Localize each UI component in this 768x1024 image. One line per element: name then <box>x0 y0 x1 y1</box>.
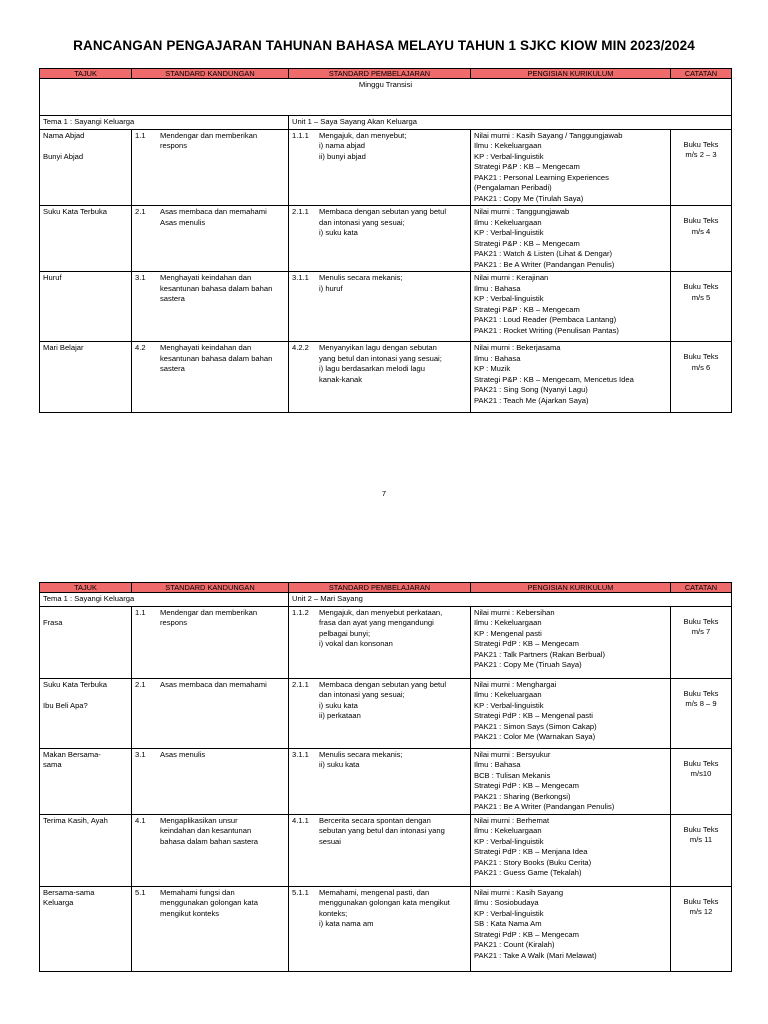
text-line: PAK21 : Count (Kiralah) <box>474 940 555 949</box>
tajuk-cell <box>40 748 132 814</box>
catatan-cell <box>671 606 732 678</box>
catatan-cell <box>671 206 732 272</box>
text-line: Buku Teks <box>683 352 719 361</box>
unit-label: Unit 1 – Saya Sayang Akan Keluarga <box>289 116 732 130</box>
text-line: respons <box>160 618 188 627</box>
table-header-row <box>40 69 732 79</box>
sk-number: 2.1 <box>135 679 146 689</box>
text-line: m/s 7 <box>691 627 711 636</box>
sk-text <box>160 131 285 152</box>
text-line: PAK21 : Story Books (Buku Cerita) <box>474 857 592 867</box>
sk-text <box>160 888 285 920</box>
text-line: Frasa <box>43 618 63 627</box>
sk-number: 4.1 <box>135 815 146 825</box>
lesson-row <box>40 814 732 886</box>
sk-text <box>160 680 285 691</box>
text-line: Ilmu : Kekeluargaan <box>474 618 542 627</box>
text-line: (Pengalaman Peribadi) <box>474 183 552 192</box>
text-line: Buku Teks <box>683 139 719 149</box>
text-line: Buku Teks <box>683 282 719 291</box>
text-line: i) huruf <box>319 283 343 293</box>
page-number: 7 <box>381 489 387 498</box>
text-line: PAK21 : Be A Writer (Pandangan Penulis) <box>474 259 615 269</box>
text-line: PAK21 : Teach Me (Ajarkan Saya) <box>474 395 589 405</box>
text-line: konteks; <box>319 908 348 918</box>
pengisian-kurikulum-cell <box>471 606 671 678</box>
sp-text <box>319 207 467 239</box>
text-line: PAK21 : Copy Me (Tiruah Saya) <box>474 660 582 669</box>
standard-pembelajaran-cell <box>289 206 471 272</box>
text-line: Strategi P&P : KB – Mengecam, Mencetus Idea <box>474 374 634 384</box>
text-line: m/s 2 – 3 <box>685 150 717 159</box>
text-line: Mendengar dan memberikan <box>160 130 258 140</box>
catatan-cell <box>671 272 732 342</box>
tajuk-cell <box>40 272 132 342</box>
sp-number: 4.2.2 <box>292 343 309 352</box>
lesson-row <box>40 129 732 206</box>
text-line: Terima Kasih, Ayah <box>43 815 108 825</box>
text-line: Nilai murni : Kebersihan <box>474 607 555 617</box>
text-line: sastera <box>160 364 185 373</box>
text-line: PAK21 : Take A Walk (Mari Melawat) <box>474 950 597 960</box>
text-line: Ilmu : Bahasa <box>474 283 521 293</box>
text-line: Ilmu : Kekeluargaan <box>474 826 542 835</box>
text-line: PAK21 : Rocket Writing (Penulisan Pantas) <box>474 325 619 335</box>
text-line: dan intonasi yang sesuai; <box>319 217 405 227</box>
catatan-cell <box>671 886 732 971</box>
table-body <box>40 79 732 413</box>
lesson-row <box>40 206 732 272</box>
text-line: PAK21 : Color Me (Warnakan Saya) <box>474 732 596 741</box>
header-tajuk: TAJUK <box>40 69 132 79</box>
text-line: Asas menulis <box>160 749 206 759</box>
text-line: KP : Verbal-linguistik <box>474 228 544 237</box>
text-line: Ibu Beli Apa? <box>43 700 88 710</box>
text-line: Nilai murni : Bekerjasama <box>474 343 561 352</box>
text-line: Ilmu : Bahasa <box>474 353 521 363</box>
text-line: kanak-kanak <box>319 374 363 384</box>
text-line: PAK21 : Guess Game (Tekalah) <box>474 868 582 877</box>
sp-number: 3.1.1 <box>292 749 309 759</box>
plan-table-1 <box>39 68 732 413</box>
text-line: Mari Belajar <box>43 343 84 352</box>
standard-kandungan-cell <box>132 129 289 206</box>
text-line: Membaca dengan sebutan yang betul <box>319 679 447 689</box>
text-line: menggunakan golongan kata <box>160 898 258 907</box>
text-line: Buku Teks <box>683 688 719 698</box>
text-line: i) lagu berdasarkan melodi lagu <box>319 364 425 373</box>
tajuk-cell <box>40 814 132 886</box>
text-line: pelbagai bunyi; <box>319 628 371 638</box>
standard-kandungan-cell <box>132 886 289 971</box>
tema-label: Tema 1 : Sayangi Keluarga <box>40 116 289 130</box>
text-line: m/s 8 – 9 <box>685 699 717 708</box>
pengisian-kurikulum-cell <box>471 748 671 814</box>
text-line: KP : Muzik <box>474 364 511 373</box>
standard-kandungan-cell <box>132 606 289 678</box>
sp-number: 2.1.1 <box>292 679 309 689</box>
text-line: m/s10 <box>690 769 712 778</box>
sk-number: 5.1 <box>135 887 146 897</box>
text-line: Huruf <box>43 273 62 282</box>
tajuk-cell <box>40 678 132 748</box>
header-pengisian-kurikulum: PENGISIAN KURIKULUM <box>471 583 671 593</box>
sk-text <box>160 273 285 305</box>
standard-pembelajaran-cell <box>289 342 471 413</box>
text-line: Strategi P&P : KB – Mengecam <box>474 304 580 314</box>
text-line: KP : Verbal-linguistik <box>474 151 544 161</box>
text-line: Buku Teks <box>683 216 719 225</box>
sp-text <box>319 131 467 163</box>
text-line: Menulis secara mekanis; <box>319 273 403 282</box>
text-line: Buku Teks <box>683 896 719 906</box>
text-line: Strategi P&P : KB – Mengecam <box>474 238 580 248</box>
text-line: kesantunan bahasa dalam bahan <box>160 353 273 363</box>
text-line: Bersama-sama <box>43 887 95 897</box>
lesson-row <box>40 886 732 971</box>
text-line: frasa dan ayat yang mengandungi <box>319 618 434 627</box>
sp-number: 4.1.1 <box>292 815 309 825</box>
text-line: Mengajuk, dan menyebut perkataan, <box>319 607 443 617</box>
text-line: sebutan yang betul dan intonasi yang <box>319 826 445 835</box>
minggu-row <box>40 79 732 116</box>
text-line: dan intonasi yang sesuai; <box>319 690 405 699</box>
text-line: PAK21 : Talk Partners (Rakan Berbual) <box>474 649 605 659</box>
text-line: Nilai murni : Kasih Sayang / Tanggungjawab <box>474 130 623 140</box>
text-line: Nilai murni : Bersyukur <box>474 749 551 759</box>
catatan-cell <box>671 678 732 748</box>
tajuk-cell <box>40 342 132 413</box>
standard-pembelajaran-cell <box>289 886 471 971</box>
sk-number: 2.1 <box>135 207 146 216</box>
sp-text <box>319 273 467 294</box>
pengisian-kurikulum-cell <box>471 206 671 272</box>
text-line: Memahami, mengenal pasti, dan <box>319 887 430 897</box>
standard-kandungan-cell <box>132 342 289 413</box>
text-line: Asas menulis <box>160 217 206 227</box>
sk-text <box>160 343 285 375</box>
text-line: Bercerita secara spontan dengan <box>319 815 431 825</box>
text-line: Nilai murni : Kerajinan <box>474 273 549 282</box>
header-pengisian-kurikulum: PENGISIAN KURIKULUM <box>471 69 671 79</box>
tajuk-cell <box>40 606 132 678</box>
text-line: Ilmu : Kekeluargaan <box>474 690 542 699</box>
sk-text <box>160 608 285 629</box>
sk-text <box>160 750 285 761</box>
page-title: RANCANGAN PENGAJARAN TAHUNAN BAHASA MELAYU TAHUN 1 SJKC KIOW MIN 2023/2024 <box>73 38 695 53</box>
text-line: SB : Kata Nama Am <box>474 919 542 928</box>
standard-kandungan-cell <box>132 206 289 272</box>
standard-pembelajaran-cell <box>289 678 471 748</box>
catatan-cell <box>671 814 732 886</box>
tema-label: Tema 1 : Sayangi Keluarga <box>40 593 289 607</box>
text-line <box>43 608 128 619</box>
tajuk-cell <box>40 206 132 272</box>
text-line: Mengajuk, dan menyebut; <box>319 130 407 140</box>
lesson-row <box>40 272 732 342</box>
pengisian-kurikulum-cell <box>471 129 671 206</box>
text-line: ii) suku kata <box>319 760 360 769</box>
text-line: Suku Kata Terbuka <box>43 207 108 216</box>
text-line: i) suku kata <box>319 700 358 710</box>
text-line: PAK21 : Loud Reader (Pembaca Lantang) <box>474 315 617 324</box>
pengisian-kurikulum-cell <box>471 886 671 971</box>
text-line: Buku Teks <box>683 616 719 626</box>
sp-text <box>319 888 467 930</box>
header-standard-kandungan: STANDARD KANDUNGAN <box>132 583 289 593</box>
sp-number: 1.1.2 <box>292 607 309 617</box>
text-line: respons <box>160 141 188 150</box>
text-line: Buku Teks <box>683 758 719 768</box>
text-line: Mengaplikasikan unsur <box>160 815 238 825</box>
sp-number: 2.1.1 <box>292 207 309 216</box>
standard-pembelajaran-cell <box>289 272 471 342</box>
header-standard-pembelajaran: STANDARD PEMBELAJARAN <box>289 583 471 593</box>
text-line: i) kata nama am <box>319 919 374 928</box>
table-header-row <box>40 583 732 593</box>
text-line: Strategi PdP : KB – Menjana Idea <box>474 847 588 856</box>
text-line: Ilmu : Kekeluargaan <box>474 141 542 150</box>
text-line: kesantunan bahasa dalam bahan <box>160 283 273 293</box>
tajuk-cell <box>40 886 132 971</box>
lesson-row <box>40 748 732 814</box>
text-line: Memahami fungsi dan <box>160 887 235 897</box>
text-line: keindahan dan kesantunan <box>160 826 252 835</box>
standard-kandungan-cell <box>132 678 289 748</box>
standard-pembelajaran-cell <box>289 606 471 678</box>
minggu-label: Minggu Transisi <box>40 79 732 116</box>
text-line: PAK21 : Sing Song (Nyanyi Lagu) <box>474 385 588 394</box>
text-line: Nilai murni : Menghargai <box>474 679 557 689</box>
sk-number: 3.1 <box>135 273 146 282</box>
header-catatan: CATATAN <box>671 69 732 79</box>
text-line: m/s 12 <box>689 907 713 916</box>
text-line: m/s 5 <box>691 292 711 302</box>
text-line: Buku Teks <box>683 824 719 834</box>
table-body <box>40 593 732 972</box>
header-catatan: CATATAN <box>671 583 732 593</box>
sk-number: 1.1 <box>135 130 146 140</box>
lesson-row <box>40 678 732 748</box>
pengisian-kurikulum-cell <box>471 678 671 748</box>
standard-pembelajaran-cell <box>289 814 471 886</box>
standard-kandungan-cell <box>132 272 289 342</box>
sk-text <box>160 816 285 848</box>
text-line: Bunyi Abjad <box>43 151 84 161</box>
text-line: Menulis secara mekanis; <box>319 749 403 759</box>
text-line: ii) perkataan <box>319 711 361 720</box>
text-line: Keluarga <box>43 898 74 907</box>
header-tajuk: TAJUK <box>40 583 132 593</box>
text-line: Nilai murni : Tanggungjawab <box>474 207 570 216</box>
text-line: Strategi PdP : KB – Mengecam <box>474 781 579 790</box>
text-line: Mendengar dan memberikan <box>160 607 258 617</box>
sk-number: 4.2 <box>135 343 146 352</box>
text-line: PAK21 : Personal Learning Experiences <box>474 172 609 182</box>
text-line: i) vokal dan konsonan <box>319 639 393 648</box>
lesson-row <box>40 342 732 413</box>
pengisian-kurikulum-cell <box>471 342 671 413</box>
standard-pembelajaran-cell <box>289 748 471 814</box>
header-standard-kandungan: STANDARD KANDUNGAN <box>132 69 289 79</box>
text-line: Membaca dengan sebutan yang betul <box>319 207 447 216</box>
text-line: Nama Abjad <box>43 130 85 140</box>
standard-kandungan-cell <box>132 748 289 814</box>
pengisian-kurikulum-cell <box>471 272 671 342</box>
sp-text <box>319 680 467 722</box>
sk-text <box>160 207 285 228</box>
sp-number: 3.1.1 <box>292 273 309 282</box>
sp-text <box>319 750 467 771</box>
text-line <box>43 141 128 152</box>
text-line: mengikut konteks <box>160 908 220 918</box>
text-line: Ilmu : Bahasa <box>474 760 521 769</box>
sp-number: 5.1.1 <box>292 887 309 897</box>
text-line: sesuai <box>319 836 341 846</box>
text-line: Strategi P&P : KB – Mengecam <box>474 162 580 171</box>
text-line: PAK21 : Watch & Listen (Lihat & Dengar) <box>474 249 613 258</box>
text-line: KP : Verbal-linguistik <box>474 700 544 710</box>
text-line: sama <box>43 760 62 769</box>
text-line: PAK21 : Be A Writer (Pandangan Penulis) <box>474 802 615 811</box>
text-line: KP : Verbal-linguistik <box>474 908 544 918</box>
text-line: Asas membaca dan memahami <box>160 207 267 216</box>
catatan-cell <box>671 748 732 814</box>
text-line: Strategi PdP : KB – Mengenal pasti <box>474 711 593 720</box>
catatan-cell <box>671 342 732 413</box>
text-line: KP : Verbal-linguistik <box>474 294 544 303</box>
sp-text <box>319 816 467 848</box>
pengisian-kurikulum-cell <box>471 814 671 886</box>
text-line: menggunakan golongan kata mengikut <box>319 898 450 907</box>
text-line: m/s 6 <box>691 362 711 372</box>
text-line: Menyanyikan lagu dengan sebutan <box>319 343 437 352</box>
text-line: Menghayati keindahan dan <box>160 343 252 352</box>
sk-number: 3.1 <box>135 749 146 759</box>
text-line: Suku Kata Terbuka <box>43 679 108 689</box>
text-line: i) nama abjad <box>319 141 366 150</box>
text-line: Ilmu : Kekeluargaan <box>474 217 542 227</box>
catatan-cell <box>671 129 732 206</box>
text-line: KP : Mengenal pasti <box>474 628 542 638</box>
text-line <box>43 690 128 701</box>
standard-kandungan-cell <box>132 814 289 886</box>
tema-row <box>40 593 732 607</box>
text-line: bahasa dalam bahan sastera <box>160 836 258 846</box>
text-line: yang betul dan intonasi yang sesuai; <box>319 353 442 363</box>
plan-table-2 <box>39 582 732 972</box>
text-line: i) suku kata <box>319 228 358 237</box>
text-line: Asas membaca dan memahami <box>160 679 267 689</box>
text-line: m/s 4 <box>691 226 711 236</box>
lesson-row <box>40 606 732 678</box>
unit-label: Unit 2 – Mari Sayang <box>289 593 732 607</box>
text-line: Makan Bersama- <box>43 749 101 759</box>
text-line: PAK21 : Copy Me (Tirulah Saya) <box>474 193 584 203</box>
text-line: KP : Verbal-linguistik <box>474 836 544 846</box>
tajuk-cell <box>40 129 132 206</box>
text-line: PAK21 : Sharing (Berkongsi) <box>474 791 571 801</box>
text-line: sastera <box>160 294 185 303</box>
text-line: Menghayati keindahan dan <box>160 273 252 282</box>
text-line: Nilai murni : Berhemat <box>474 815 550 825</box>
text-line: Ilmu : Sosiobudaya <box>474 898 539 907</box>
sp-text <box>319 343 467 385</box>
text-line: BCB : Tulisan Mekanis <box>474 770 551 780</box>
text-line: m/s 11 <box>689 835 713 844</box>
tema-row <box>40 116 732 130</box>
sk-number: 1.1 <box>135 607 146 617</box>
text-line: Strategi PdP : KB – Mengecam <box>474 639 579 648</box>
text-line: Strategi PdP : KB – Mengecam <box>474 929 579 939</box>
standard-pembelajaran-cell <box>289 129 471 206</box>
text-line: ii) bunyi abjad <box>319 151 366 161</box>
header-standard-pembelajaran: STANDARD PEMBELAJARAN <box>289 69 471 79</box>
sp-number: 1.1.1 <box>292 130 309 140</box>
sp-text <box>319 608 467 650</box>
text-line: PAK21 : Simon Says (Simon Cakap) <box>474 721 597 731</box>
text-line: Nilai murni : Kasih Sayang <box>474 887 564 897</box>
